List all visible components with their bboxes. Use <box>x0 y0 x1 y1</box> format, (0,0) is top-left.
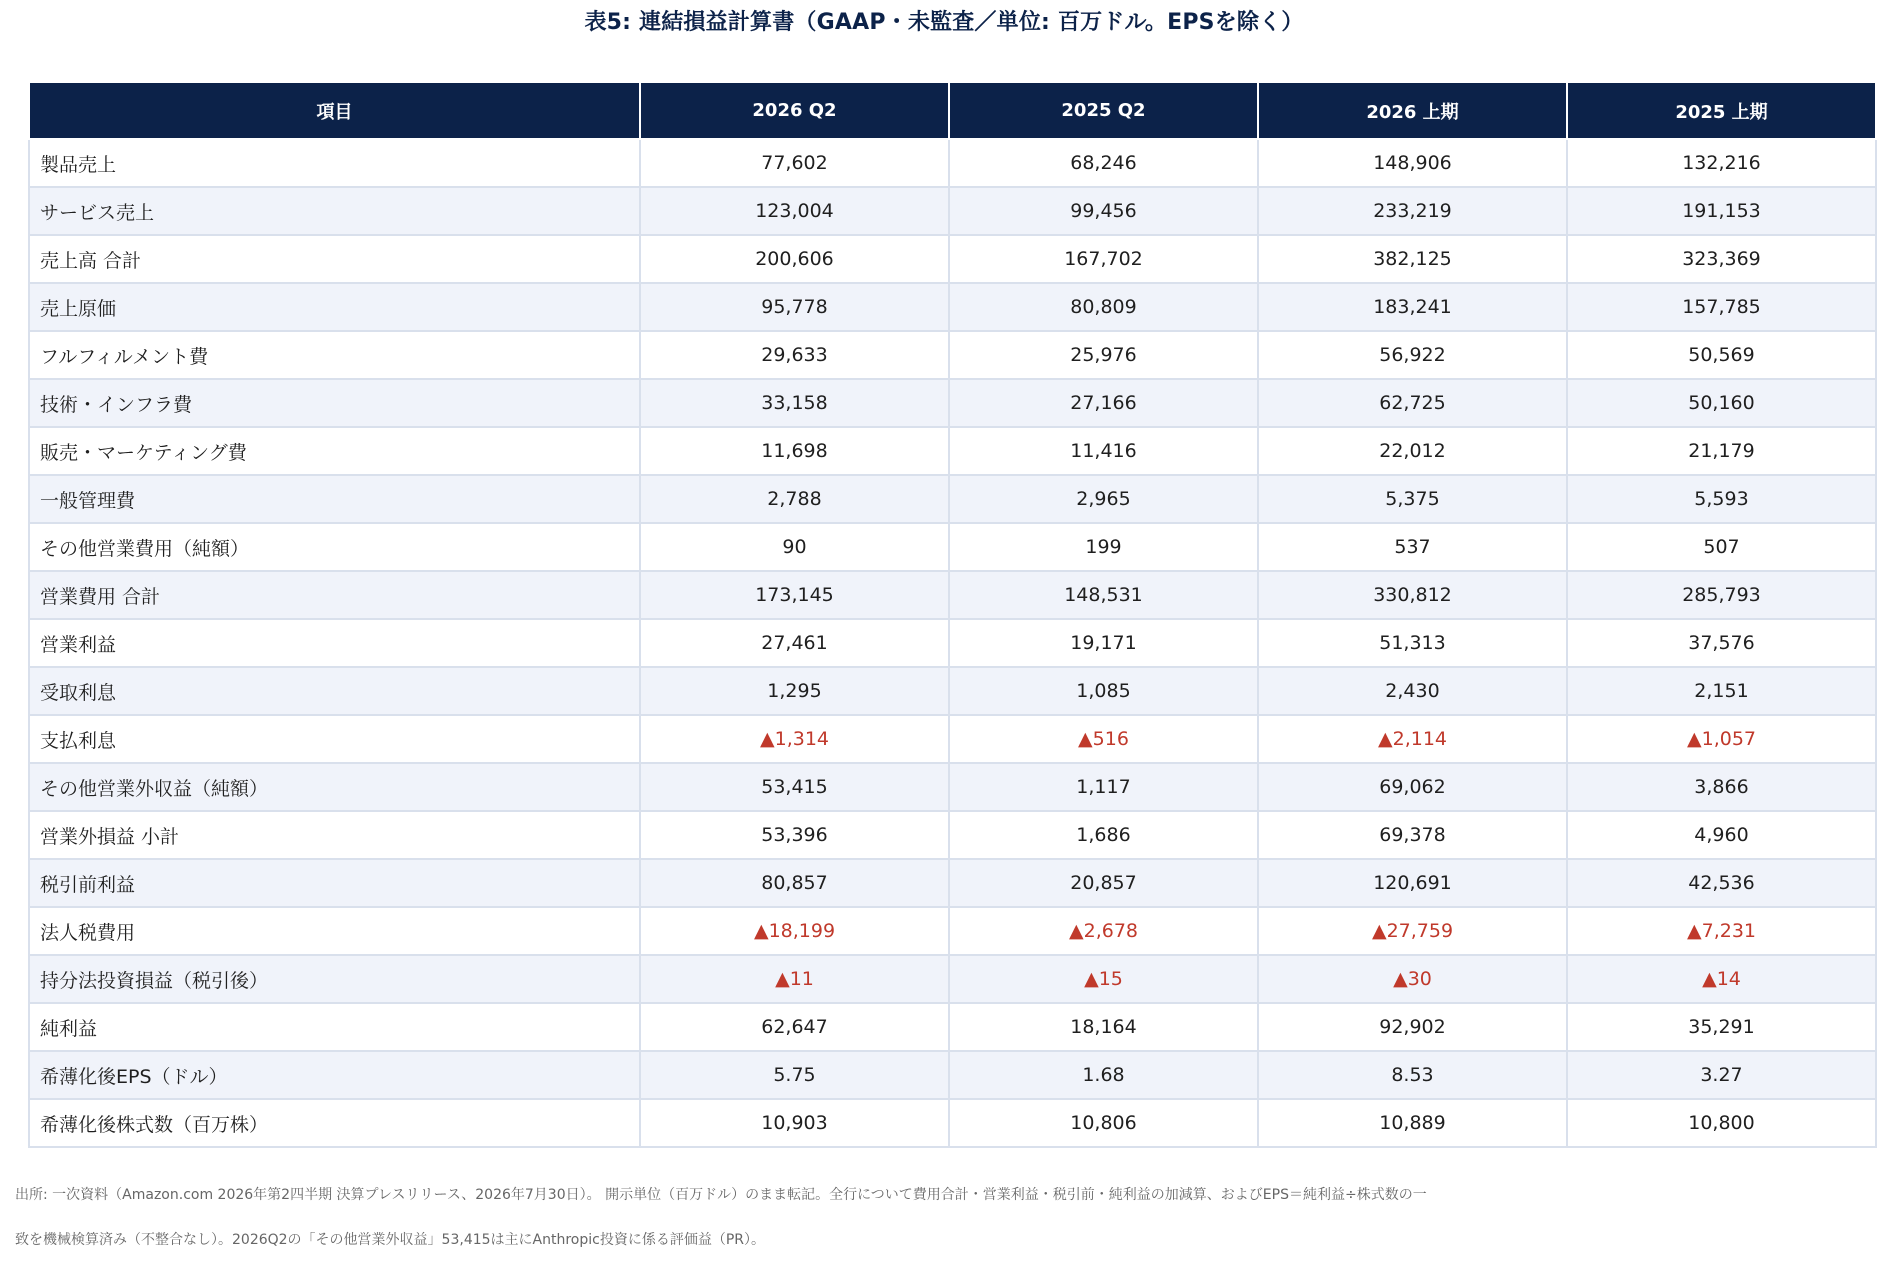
value-cell: 4,960 <box>1567 811 1876 859</box>
row-label: フルフィルメント費 <box>29 331 640 379</box>
row-label: その他営業費用（純額） <box>29 523 640 571</box>
table-row <box>29 811 1876 859</box>
value-cell: ▲ 27,759 <box>1258 907 1567 955</box>
value-cell: ▲ 15 <box>949 955 1258 1003</box>
value-cell: 199 <box>949 523 1258 571</box>
value-cell: 1,686 <box>949 811 1258 859</box>
row-label: 売上高 合計 <box>29 235 640 283</box>
value-cell: 173,145 <box>640 571 949 619</box>
value-cell: 27,461 <box>640 619 949 667</box>
value-cell: 69,378 <box>1258 811 1567 859</box>
value-cell: 51,313 <box>1258 619 1567 667</box>
value-cell: 10,800 <box>1567 1099 1876 1147</box>
column-header-2026-h1: 2026 上期 <box>1258 82 1567 139</box>
row-label: その他営業外収益（純額） <box>29 763 640 811</box>
value-cell: ▲ 1,057 <box>1567 715 1876 763</box>
row-label: 製品売上 <box>29 139 640 187</box>
value-cell: 200,606 <box>640 235 949 283</box>
value-cell: 5,375 <box>1258 475 1567 523</box>
value-cell: ▲ 2,678 <box>949 907 1258 955</box>
value-cell: 157,785 <box>1567 283 1876 331</box>
table-row <box>29 1099 1876 1147</box>
value-cell: 123,004 <box>640 187 949 235</box>
row-label: サービス売上 <box>29 187 640 235</box>
row-label: 法人税費用 <box>29 907 640 955</box>
value-cell: 167,702 <box>949 235 1258 283</box>
column-header-2025-h1: 2025 上期 <box>1567 82 1876 139</box>
table-row <box>29 475 1876 523</box>
row-label: 受取利息 <box>29 667 640 715</box>
table-row <box>29 619 1876 667</box>
value-cell: 1.68 <box>949 1051 1258 1099</box>
value-cell: 25,976 <box>949 331 1258 379</box>
value-cell: 33,158 <box>640 379 949 427</box>
table-row <box>29 571 1876 619</box>
value-cell: ▲ 2,114 <box>1258 715 1567 763</box>
value-cell: 285,793 <box>1567 571 1876 619</box>
table-row <box>29 763 1876 811</box>
value-cell: 80,809 <box>949 283 1258 331</box>
value-cell: 62,647 <box>640 1003 949 1051</box>
row-label: 希薄化後株式数（百万株） <box>29 1099 640 1147</box>
value-cell: 2,788 <box>640 475 949 523</box>
value-cell: 92,902 <box>1258 1003 1567 1051</box>
value-cell: 37,576 <box>1567 619 1876 667</box>
value-cell: ▲ 18,199 <box>640 907 949 955</box>
value-cell: ▲ 14 <box>1567 955 1876 1003</box>
row-label: 営業利益 <box>29 619 640 667</box>
row-label: 純利益 <box>29 1003 640 1051</box>
value-cell: ▲ 11 <box>640 955 949 1003</box>
table-header <box>29 82 1876 139</box>
table-row <box>29 523 1876 571</box>
value-cell: 183,241 <box>1258 283 1567 331</box>
row-label: 希薄化後EPS（ドル） <box>29 1051 640 1099</box>
value-cell: 323,369 <box>1567 235 1876 283</box>
row-label: 営業費用 合計 <box>29 571 640 619</box>
value-cell: 42,536 <box>1567 859 1876 907</box>
value-cell: 22,012 <box>1258 427 1567 475</box>
value-cell: 382,125 <box>1258 235 1567 283</box>
column-header-2026-q2: 2026 Q2 <box>640 82 949 139</box>
table-row <box>29 715 1876 763</box>
value-cell: 29,633 <box>640 331 949 379</box>
value-cell: ▲ 30 <box>1258 955 1567 1003</box>
value-cell: 11,698 <box>640 427 949 475</box>
value-cell: 19,171 <box>949 619 1258 667</box>
table-body <box>29 139 1876 1147</box>
value-cell: 3.27 <box>1567 1051 1876 1099</box>
value-cell: 20,857 <box>949 859 1258 907</box>
table-row <box>29 139 1876 187</box>
column-header-2025-q2: 2025 Q2 <box>949 82 1258 139</box>
value-cell: 5.75 <box>640 1051 949 1099</box>
value-cell: 233,219 <box>1258 187 1567 235</box>
value-cell: 10,889 <box>1258 1099 1567 1147</box>
value-cell: 99,456 <box>949 187 1258 235</box>
table-row <box>29 187 1876 235</box>
row-label: 支払利息 <box>29 715 640 763</box>
value-cell: 56,922 <box>1258 331 1567 379</box>
value-cell: 3,866 <box>1567 763 1876 811</box>
table-row <box>29 667 1876 715</box>
value-cell: 68,246 <box>949 139 1258 187</box>
source-note-line-2: 致を機械検算済み（不整合なし）。2026Q2の「その他営業外収益」53,415は主にAnthropic投資に係る評価益（PR）。 <box>15 1232 766 1248</box>
row-label: 一般管理費 <box>29 475 640 523</box>
value-cell: 53,415 <box>640 763 949 811</box>
row-label: 税引前利益 <box>29 859 640 907</box>
value-cell: 27,166 <box>949 379 1258 427</box>
value-cell: 2,151 <box>1567 667 1876 715</box>
value-cell: 8.53 <box>1258 1051 1567 1099</box>
table-row <box>29 283 1876 331</box>
value-cell: 95,778 <box>640 283 949 331</box>
value-cell: 77,602 <box>640 139 949 187</box>
value-cell: 1,117 <box>949 763 1258 811</box>
header-row <box>29 82 1876 139</box>
value-cell: 53,396 <box>640 811 949 859</box>
value-cell: 18,164 <box>949 1003 1258 1051</box>
table-row <box>29 859 1876 907</box>
value-cell: 148,906 <box>1258 139 1567 187</box>
row-label: 売上原価 <box>29 283 640 331</box>
table-title: 表5: 連結損益計算書（GAAP・未監査／単位: 百万ドル。EPSを除く） <box>584 10 1304 35</box>
row-label: 技術・インフラ費 <box>29 379 640 427</box>
value-cell: 1,085 <box>949 667 1258 715</box>
value-cell: 10,903 <box>640 1099 949 1147</box>
value-cell: ▲ 1,314 <box>640 715 949 763</box>
value-cell: 132,216 <box>1567 139 1876 187</box>
row-label: 営業外損益 小計 <box>29 811 640 859</box>
value-cell: 191,153 <box>1567 187 1876 235</box>
value-cell: 62,725 <box>1258 379 1567 427</box>
table-row <box>29 379 1876 427</box>
value-cell: ▲ 516 <box>949 715 1258 763</box>
value-cell: 35,291 <box>1567 1003 1876 1051</box>
value-cell: 80,857 <box>640 859 949 907</box>
value-cell: 120,691 <box>1258 859 1567 907</box>
value-cell: 90 <box>640 523 949 571</box>
table-row <box>29 907 1876 955</box>
column-header-item: 項目 <box>29 82 640 139</box>
row-label: 販売・マーケティング費 <box>29 427 640 475</box>
table-row <box>29 427 1876 475</box>
table-row <box>29 955 1876 1003</box>
table-row <box>29 1003 1876 1051</box>
table-row <box>29 1051 1876 1099</box>
value-cell: 50,160 <box>1567 379 1876 427</box>
income-statement-table <box>28 81 1877 1148</box>
value-cell: 69,062 <box>1258 763 1567 811</box>
value-cell: 2,965 <box>949 475 1258 523</box>
value-cell: 11,416 <box>949 427 1258 475</box>
value-cell: ▲ 7,231 <box>1567 907 1876 955</box>
value-cell: 5,593 <box>1567 475 1876 523</box>
value-cell: 330,812 <box>1258 571 1567 619</box>
value-cell: 10,806 <box>949 1099 1258 1147</box>
value-cell: 50,569 <box>1567 331 1876 379</box>
value-cell: 2,430 <box>1258 667 1567 715</box>
value-cell: 507 <box>1567 523 1876 571</box>
row-label: 持分法投資損益（税引後） <box>29 955 640 1003</box>
table-row <box>29 235 1876 283</box>
value-cell: 1,295 <box>640 667 949 715</box>
table-row <box>29 331 1876 379</box>
value-cell: 148,531 <box>949 571 1258 619</box>
value-cell: 537 <box>1258 523 1567 571</box>
value-cell: 21,179 <box>1567 427 1876 475</box>
source-note-line-1: 出所: 一次資料（Amazon.com 2026年第2四半期 決算プレスリリース、2026年7月30日）。 開示単位（百万ドル）のまま転記。全行について費用合計・営業利益・税引前・純利益の加減算、およびEPS＝純利益÷株式数の一 <box>15 1187 1427 1203</box>
